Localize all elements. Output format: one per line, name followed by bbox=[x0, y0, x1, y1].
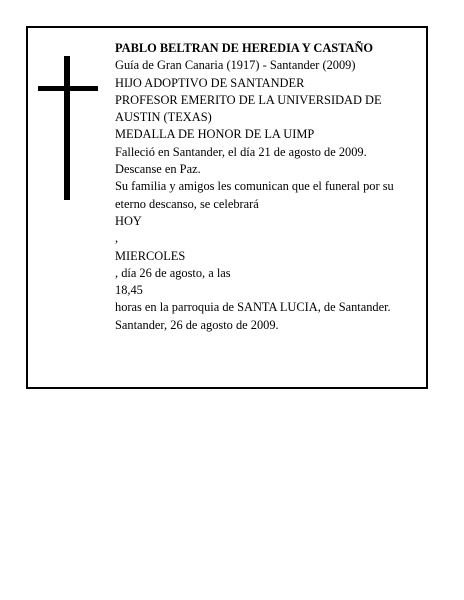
cross-horizontal-bar bbox=[38, 86, 98, 91]
professor-title: PROFESOR EMERITO DE LA UNIVERSIDAD DE AUSTIN (TEXAS) bbox=[115, 92, 382, 125]
notice-signoff: Santander, 26 de agosto de 2009. bbox=[115, 317, 279, 332]
funeral-day: HOY bbox=[115, 213, 142, 228]
honor-adopted-son: HIJO ADOPTIVO DE SANTANDER bbox=[115, 75, 305, 90]
funeral-announcement: Su familia y amigos les comunican que el funeral por su eterno descanso, se celebrará bbox=[115, 179, 394, 211]
medal-honor: MEDALLA DE HONOR DE LA UIMP bbox=[115, 127, 315, 142]
notice-text bbox=[115, 40, 423, 334]
birth-death-places: Guía de Gran Canaria (1917) - Santander (2009) bbox=[115, 58, 356, 73]
funeral-weekday: MIERCOLES bbox=[115, 248, 186, 263]
funeral-separator: , bbox=[115, 231, 119, 246]
funeral-time: 18,45 bbox=[115, 283, 143, 298]
obituary-notice bbox=[26, 26, 428, 389]
funeral-date: , día 26 de agosto, a las bbox=[115, 265, 231, 280]
funeral-location: horas en la parroquia de SANTA LUCIA, de Santander. bbox=[115, 300, 391, 315]
rest-in-peace: Descanse en Paz. bbox=[115, 162, 201, 177]
death-date: Falleció en Santander, el día 21 de agosto de 2009. bbox=[115, 144, 367, 159]
cross-vertical-bar bbox=[64, 56, 70, 200]
deceased-name: PABLO BELTRAN DE HEREDIA Y CASTAÑO bbox=[115, 41, 374, 55]
